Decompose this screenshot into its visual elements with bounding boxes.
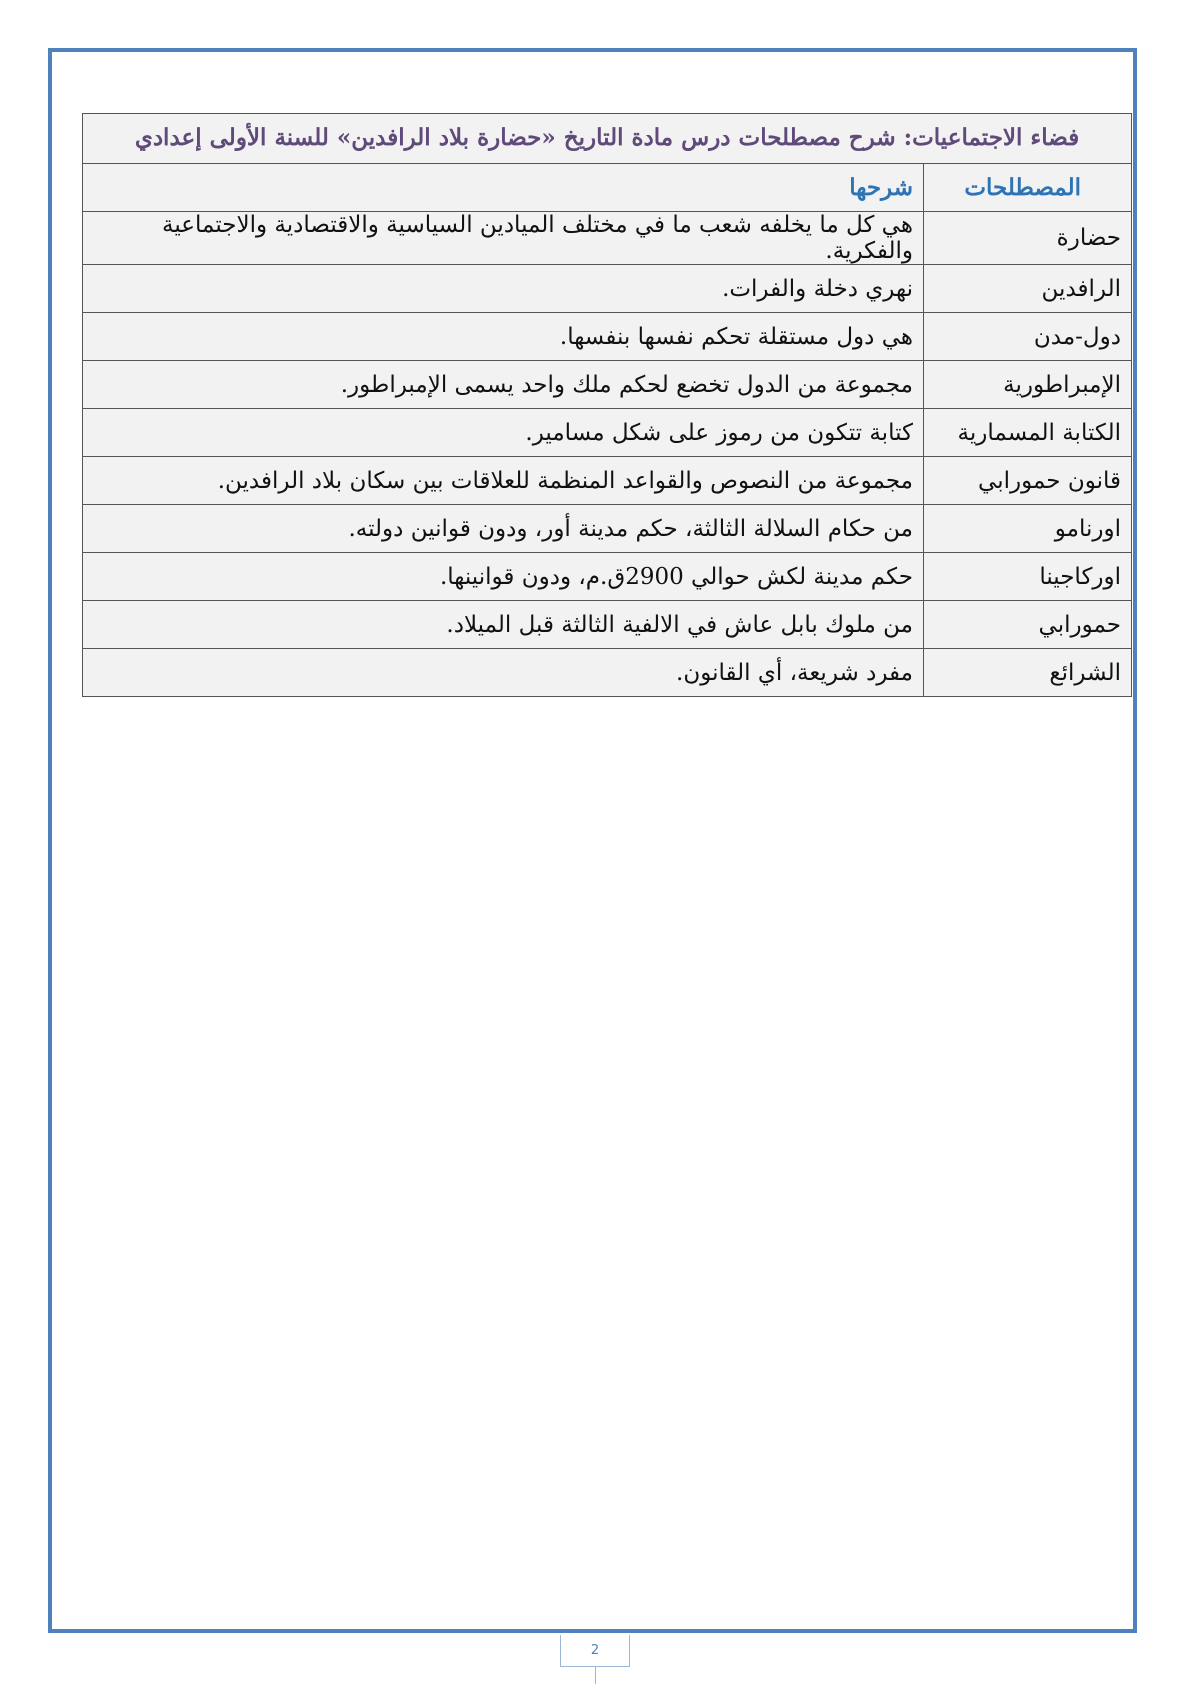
term-cell: اوركاجينا (924, 553, 1132, 601)
term-cell: قانون حمورابي (924, 457, 1132, 505)
header-terms: المصطلحات (924, 164, 1132, 212)
definition-cell: من حكام السلالة الثالثة، حكم مدينة أور، ودون قوانين دولته. (83, 505, 924, 553)
table-row (83, 265, 1132, 313)
term-cell: دول-مدن (924, 313, 1132, 361)
table-row (83, 361, 1132, 409)
term-cell: حضارة (924, 212, 1132, 265)
term-cell: اورنامو (924, 505, 1132, 553)
table-row (83, 409, 1132, 457)
definition-cell: حكم مدينة لكش حوالي 2900ق.م، ودون قوانينها. (83, 553, 924, 601)
header-definitions: شرحها (83, 164, 924, 212)
definition-cell: نهري دخلة والفرات. (83, 265, 924, 313)
terms-table (82, 113, 1132, 697)
definition-cell: مفرد شريعة، أي القانون. (83, 649, 924, 697)
definition-cell: كتابة تتكون من رموز على شكل مسامير. (83, 409, 924, 457)
term-cell: الإمبراطورية (924, 361, 1132, 409)
table-row (83, 212, 1132, 265)
term-cell: الشرائع (924, 649, 1132, 697)
definition-cell: من ملوك بابل عاش في الالفية الثالثة قبل الميلاد. (83, 601, 924, 649)
table-row (83, 313, 1132, 361)
table-row (83, 505, 1132, 553)
document-title: فضاء الاجتماعيات: شرح مصطلحات درس مادة التاريخ «حضارة بلاد الرافدين» للسنة الأولى إعدادي (83, 114, 1132, 164)
definition-cell: مجموعة من النصوص والقواعد المنظمة للعلاقات بين سكان بلاد الرافدين. (83, 457, 924, 505)
table-row (83, 601, 1132, 649)
page-number: 2 (560, 1635, 630, 1667)
title-row (83, 114, 1132, 164)
term-cell: الكتابة المسمارية (924, 409, 1132, 457)
definition-cell: هي دول مستقلة تحكم نفسها بنفسها. (83, 313, 924, 361)
table-row (83, 553, 1132, 601)
table-row (83, 649, 1132, 697)
term-cell: حمورابي (924, 601, 1132, 649)
header-row (83, 164, 1132, 212)
table-row (83, 457, 1132, 505)
page-number-divider (595, 1667, 596, 1684)
definition-cell: مجموعة من الدول تخضع لحكم ملك واحد يسمى الإمبراطور. (83, 361, 924, 409)
definition-cell: هي كل ما يخلفه شعب ما في مختلف الميادين السياسية والاقتصادية والاجتماعية والفكرية. (83, 212, 924, 265)
term-cell: الرافدين (924, 265, 1132, 313)
terms-table-container (82, 113, 1132, 697)
